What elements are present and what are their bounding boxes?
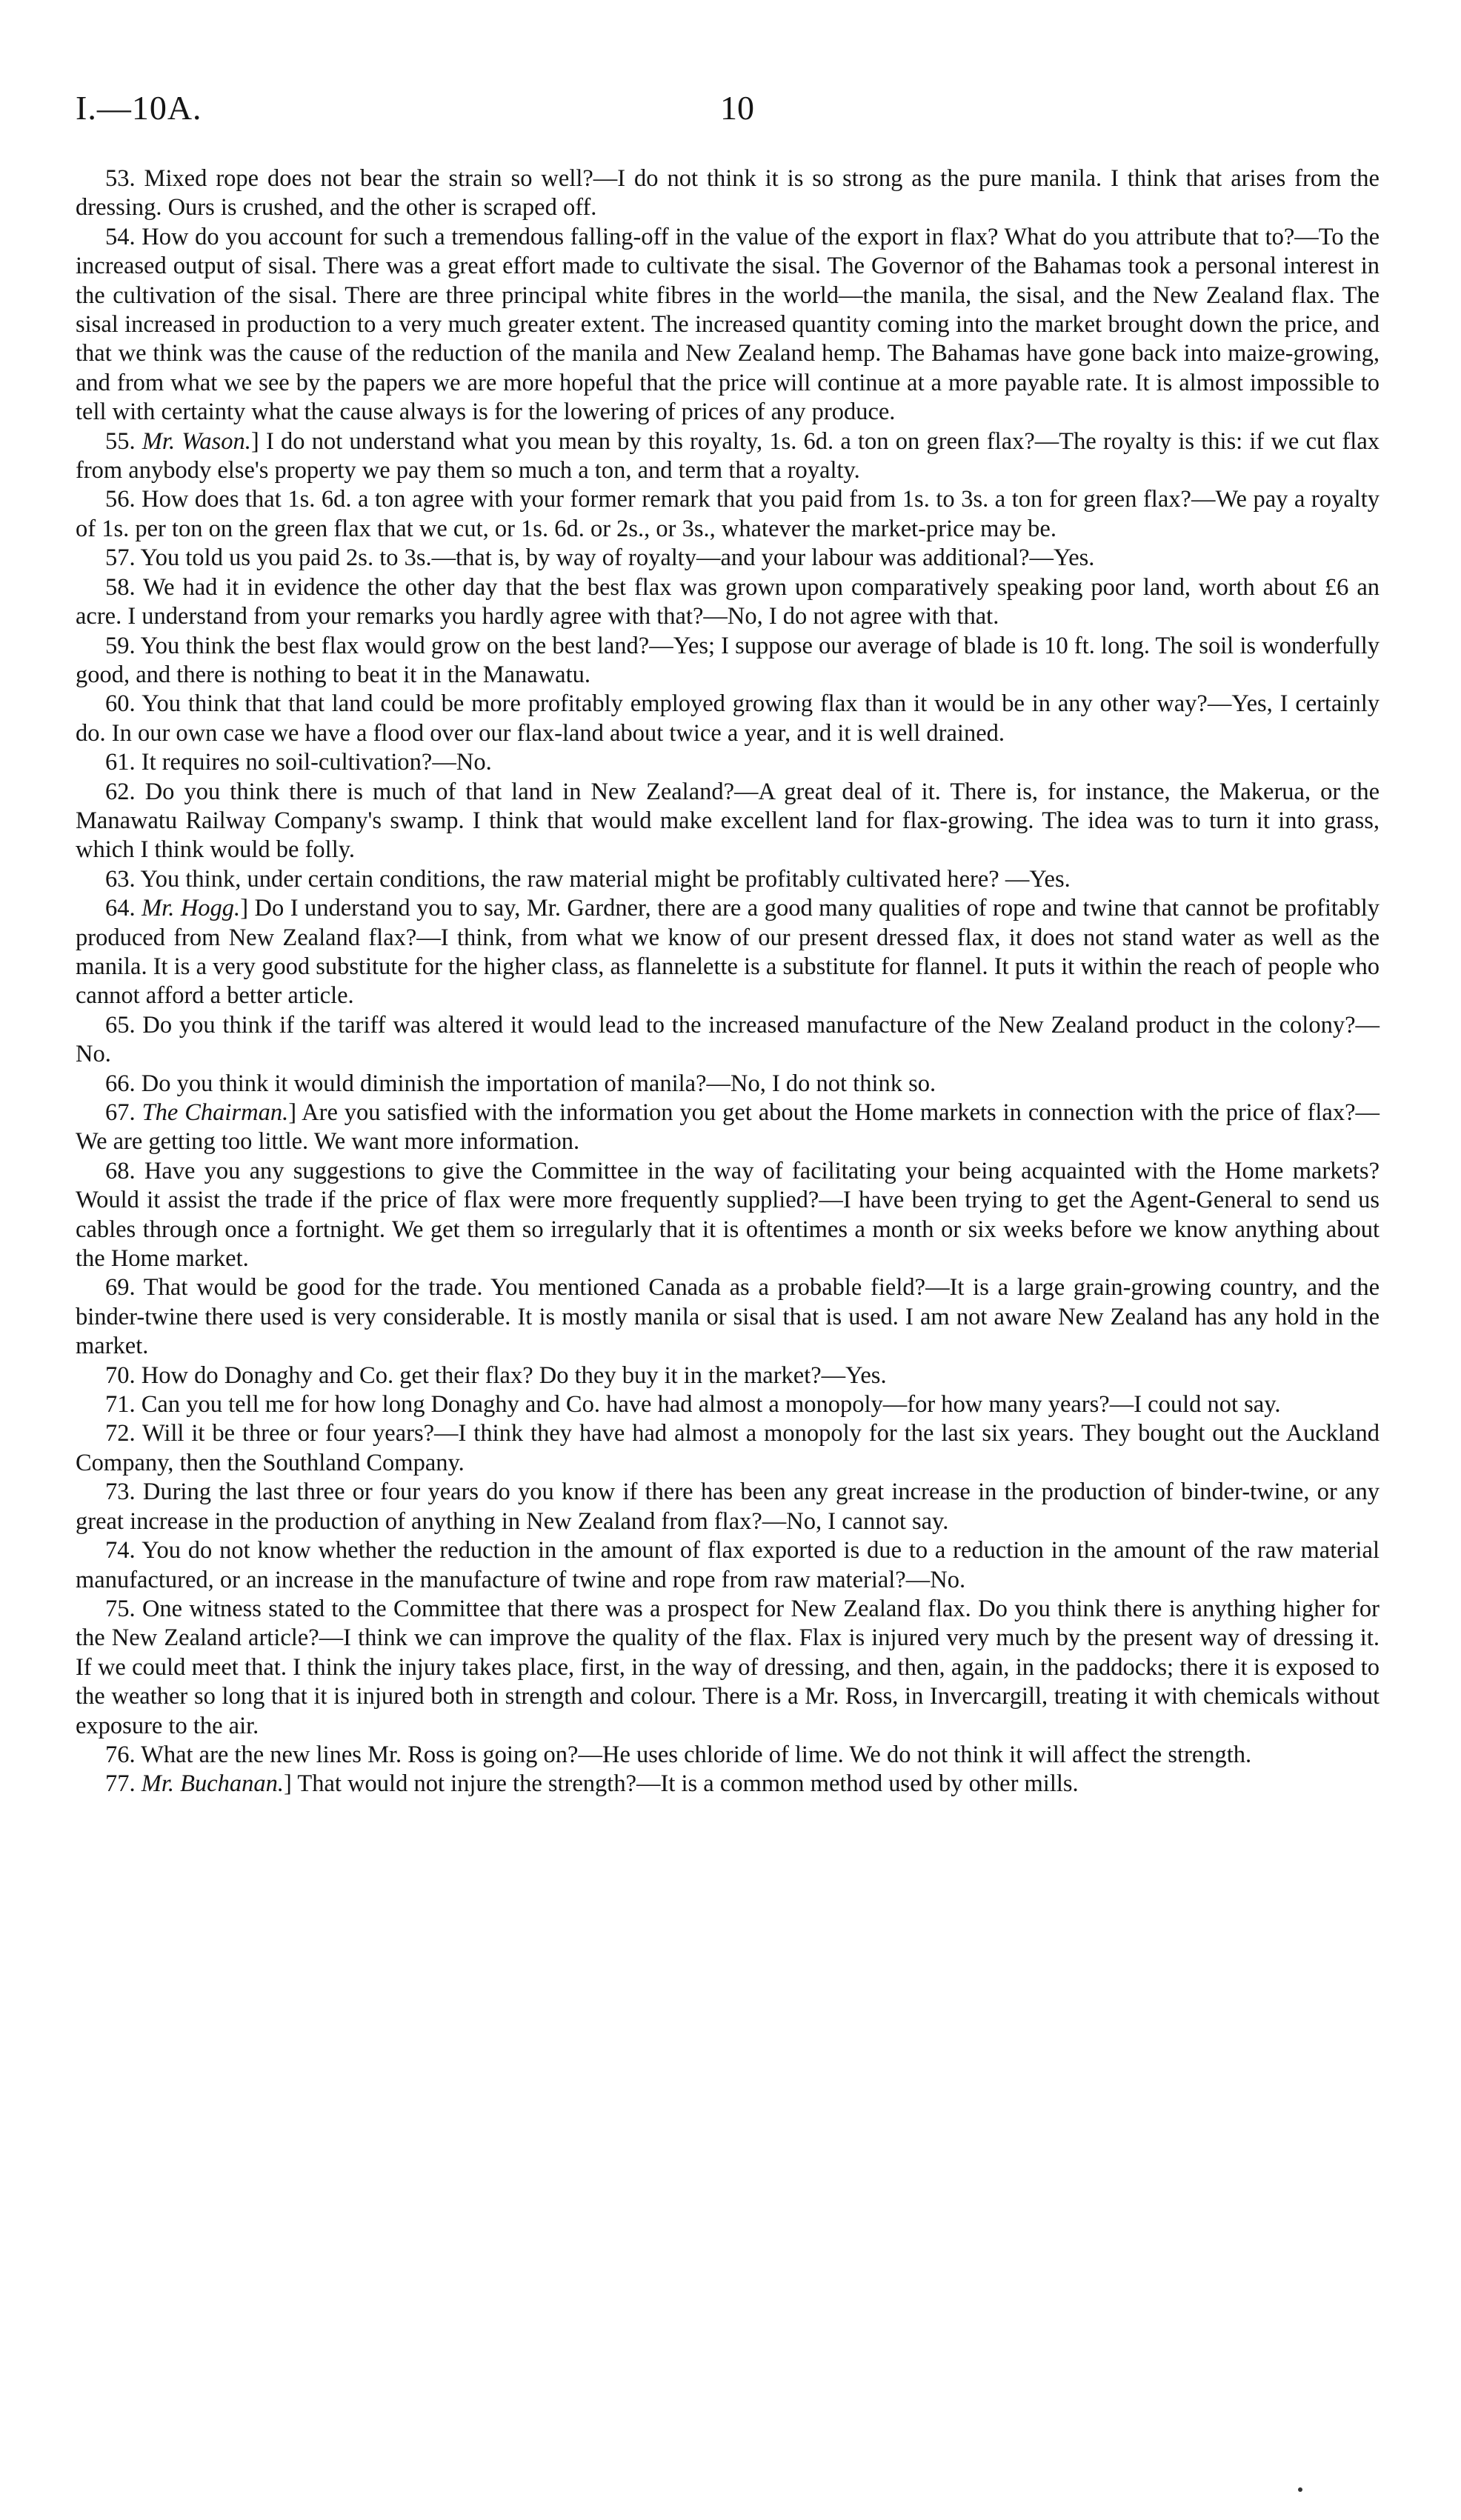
paragraph-70: 70. How do Donaghy and Co. get their flax? Do they buy it in the market?—Yes. bbox=[105, 1361, 887, 1389]
paragraph-71: 71. Can you tell me for how long Donaghy and Co. have had almost a monopoly—for how many years?—I could not say. bbox=[105, 1391, 1281, 1419]
paragraph-54: 54. How do you account for such a tremendous falling-off in the value of the export in flax? What do you attribute that to?—To the increased output of sisal. There was a great effort made to cultivate the sisal. The Governor of the Bahamas took a personal interest in the cultivation of the sisal. There are three principal white fibres in the world—the manila, the sisal, and the New Zealand flax. The sisal increased in production to a very much greater extent. The increased quantity coming into the market brought down the price, and that we think was the cause of the reduction of the manila and New Zealand hemp. The Bahamas have gone back into maize-growing, and from what we see by the papers we are more hopeful that the price will continue at a more payable rate. It is almost impossible to tell with certainty what the cause always is for the lowering of prices of any produce. bbox=[76, 223, 1380, 426]
question-number: 55. bbox=[105, 427, 142, 455]
paragraph-61: 61. It requires no soil-cultivation?—No. bbox=[105, 749, 492, 776]
paragraph-67 bbox=[76, 1099, 1380, 1157]
paragraph-62: 62. Do you think there is much of that land in New Zealand?—A great deal of it. There is, for instance, the Makerua, or the Manawatu Railway Company's swamp. I think that would make excellent land for flax-growing. The idea was to turn it into grass, which I think would be folly. bbox=[76, 778, 1380, 864]
paragraph-59: 59. You think the best flax would grow on the best land?—Yes; I suppose our average of blade is 10 ft. long. The soil is wonderfully good, and there is nothing to beat it in the Manawatu. bbox=[76, 632, 1380, 688]
paragraph-text: ] That would not injure the strength?—It is a common method used by other mills. bbox=[284, 1770, 1079, 1798]
paragraph-73: 73. During the last three or four years do you know if there has been any great increase in the production of binder-twine, or any great increase in the production of anything in New Zealand from flax?—No, I cannot say. bbox=[76, 1479, 1380, 1535]
paragraph-text: ] I do not understand what you mean by this royalty, 1s. 6d. a ton on green flax?—The royalty is this: if we cut flax from anybody else's property we pay them so much a ton, and term that a royalty. bbox=[76, 427, 1380, 484]
paragraph-60: 60. You think that that land could be more profitably employed growing flax than it would be in any other way?—Yes, I certainly do. In our own case we have a flood over our flax-land about twice a year, and it is well drained. bbox=[76, 690, 1380, 747]
page-number: 10 bbox=[720, 89, 754, 127]
speaker-name: The Chairman. bbox=[142, 1099, 289, 1126]
paragraph-63: 63. You think, under certain conditions, the raw material might be profitably cultivated here? —Yes. bbox=[105, 865, 1071, 893]
question-number: 77. bbox=[105, 1770, 142, 1798]
paragraph-75: 75. One witness stated to the Committee that there was a prospect for New Zealand flax. Do you think there is anything higher for the New Zealand article?—I think we can improve the quality of the flax. Flax is injured very much by the present way of dressing it. If we could meet that. I think the injury takes place, first, in the way of dressing, and then, again, in the paddocks; there it is exposed to the weather so long that it is injured both in strength and colour. There is a Mr. Ross, in Invercargill, treating it with chemicals without exposure to the air. bbox=[76, 1595, 1380, 1739]
speaker-name: Mr. Wason. bbox=[142, 427, 251, 455]
paragraph-64 bbox=[76, 894, 1380, 1011]
paragraph-57: 57. You told us you paid 2s. to 3s.—that is, by way of royalty—and your labour was additional?—Yes. bbox=[105, 544, 1095, 572]
document-body bbox=[76, 164, 1380, 1799]
print-speck-mark bbox=[1298, 2487, 1302, 2492]
question-number: 67. bbox=[105, 1099, 142, 1126]
paragraph-56: 56. How does that 1s. 6d. a ton agree with your former remark that you paid from 1s. to 3s. a ton for green flax?—We pay a royalty of 1s. per ton on the green flax that we cut, or 1s. 6d. or 2s., or 3s., whatever the market-price may be. bbox=[76, 486, 1380, 542]
paragraph-76: 76. What are the new lines Mr. Ross is going on?—He uses chloride of lime. We do not think it will affect the strength. bbox=[105, 1741, 1252, 1768]
question-number: 64. bbox=[105, 895, 142, 922]
paragraph-58: 58. We had it in evidence the other day that the best flax was grown upon comparatively speaking poor land, worth about £6 an acre. I understand from your remarks you hardly agree with that?—No, I do not agree with that. bbox=[76, 573, 1380, 630]
paragraph-66: 66. Do you think it would diminish the importation of manila?—No, I do not think so. bbox=[105, 1070, 936, 1097]
paragraph-77 bbox=[76, 1770, 1380, 1799]
paragraph-69: 69. That would be good for the trade. You mentioned Canada as a probable field?—It is a large grain-growing country, and the binder-twine there used is very considerable. It is mostly manila or sisal that is used. I am not aware New Zealand has any hold in the market. bbox=[76, 1274, 1380, 1360]
paragraph-65: 65. Do you think if the tariff was altered it would lead to the increased manufacture of the New Zealand product in the colony?—No. bbox=[76, 1011, 1380, 1068]
speaker-name: Mr. Hogg. bbox=[142, 895, 241, 922]
paragraph-68: 68. Have you any suggestions to give the Committee in the way of facilitating your being acquainted with the Home markets? Would it assist the trade if the price of flax were more frequently supplied?—I have been trying to get the Agent-General to send us cables through once a fortnight. We get them so irregularly that it is oftentimes a month or six weeks before we know anything about the Home market. bbox=[76, 1157, 1380, 1273]
paragraph-53: 53. Mixed rope does not bear the strain so well?—I do not think it is so strong as the pure manila. I think that arises from the dressing. Ours is crushed, and the other is scraped off. bbox=[76, 165, 1380, 221]
speaker-name: Mr. Buchanan. bbox=[141, 1770, 284, 1798]
paragraph-72: 72. Will it be three or four years?—I think they have had almost a monopoly for the last six years. They bought out the Auckland Company, then the Southland Company. bbox=[76, 1420, 1380, 1476]
paragraph-55 bbox=[76, 427, 1380, 486]
paragraph-text: ] Do I understand you to say, Mr. Gardner, there are a good many qualities of rope and twine that cannot be profitably produced from New Zealand flax?—I think, from what we know of our present dressed flax, it does not stand water as well as the manila. It is a very good substitute for the higher class, as flannelette is a substitute for flannel. It puts it within the reach of people who cannot afford a better article. bbox=[76, 895, 1380, 1010]
document-reference: I.—10A. bbox=[76, 89, 202, 127]
paragraph-74: 74. You do not know whether the reduction in the amount of flax exported is due to a reduction in the amount of the raw material manufactured, or an increase in the manufacture of twine and rope from raw material?—No. bbox=[76, 1537, 1380, 1593]
paragraph-text: ] Are you satisfied with the information you get about the Home markets in connection with the price of flax?—We are getting too little. We want more information. bbox=[76, 1099, 1380, 1156]
